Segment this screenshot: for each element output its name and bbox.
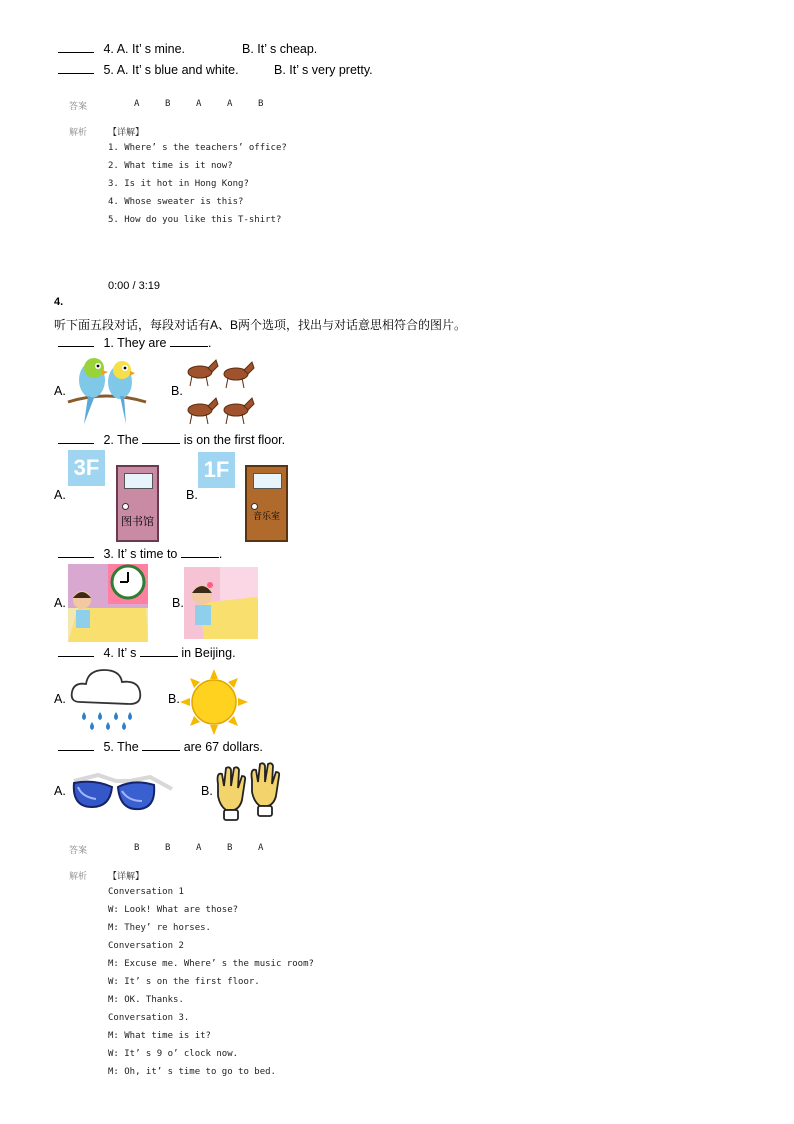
question-text: are 67 dollars.: [183, 740, 263, 754]
option-a-label: A.: [54, 384, 66, 398]
analysis-line: W: Look! What are those?: [108, 905, 239, 915]
option-a: A. It’ s blue and white.: [116, 63, 239, 77]
answer-blank[interactable]: [58, 443, 94, 444]
analysis-line: Conversation 1: [108, 887, 184, 897]
question-text: It’ s: [117, 646, 137, 660]
option-a-label: A.: [54, 692, 66, 706]
question-1-row: [58, 336, 211, 350]
question-text: .: [208, 336, 212, 350]
analysis-line: M: OK. Thanks.: [108, 995, 184, 1005]
answer-values: [134, 843, 289, 853]
option-b-label: B.: [172, 596, 184, 610]
question-text: The: [117, 433, 139, 447]
answer-blank[interactable]: [58, 656, 94, 657]
inline-blank: [142, 750, 180, 751]
question-4-option-b: B. It’ s cheap.: [242, 42, 318, 56]
analysis-line: Conversation 3.: [108, 1013, 190, 1023]
answer-blank[interactable]: [58, 52, 94, 53]
answer-value: B: [165, 843, 171, 853]
analysis-line: M: What time is it?: [108, 1031, 211, 1041]
inline-blank: [140, 656, 178, 657]
analysis-line: M: Oh, it’ s time to go to bed.: [108, 1067, 276, 1077]
question-5-option-b: B. It’ s very pretty.: [274, 63, 373, 77]
inline-blank: [142, 443, 180, 444]
question-number: 4.: [103, 42, 114, 56]
analysis-line: 2. What time is it now?: [108, 161, 233, 171]
option-b-label: B.: [171, 384, 183, 398]
answer-value: B: [258, 99, 264, 109]
analysis-line: Conversation 2: [108, 941, 184, 951]
analysis-line: W: It’ s on the first floor.: [108, 977, 260, 987]
answer-values: [134, 99, 289, 109]
music-room-door-icon[interactable]: [245, 465, 288, 542]
answer-value: A: [196, 843, 202, 853]
analysis-line: M: Excuse me. Where’ s the music room?: [108, 959, 314, 969]
inline-blank: [181, 557, 219, 558]
option-b-label: B.: [168, 692, 180, 706]
library-door-icon[interactable]: [116, 465, 159, 542]
question-number: 3.: [103, 547, 114, 561]
horses-icon[interactable]: [184, 354, 258, 428]
analysis-line: 4. Whose sweater is this?: [108, 197, 244, 207]
question-5-row: [58, 63, 239, 77]
gloves-icon[interactable]: [214, 760, 286, 824]
answer-blank[interactable]: [58, 557, 94, 558]
analysis-line: M: They’ re horses.: [108, 923, 211, 933]
audio-time[interactable]: 0:00 / 3:19: [108, 280, 160, 292]
option-a-label: A.: [54, 488, 66, 502]
question-text: The: [117, 740, 139, 754]
bedtime-clock-icon[interactable]: [68, 564, 148, 642]
question-text: in Beijing.: [181, 646, 236, 660]
option-a-label: A.: [54, 784, 66, 798]
sunglasses-icon[interactable]: [70, 767, 174, 815]
floor-sign-1f: 1F: [198, 452, 235, 488]
door-label: 音乐室: [252, 511, 280, 521]
question-number: 5.: [103, 740, 114, 754]
answer-value: B: [165, 99, 171, 109]
answer-value: A: [258, 843, 264, 853]
answer-label: 答案: [69, 102, 88, 112]
analysis-line: 5. How do you like this T-shirt?: [108, 215, 282, 225]
parrots-icon[interactable]: [66, 352, 148, 428]
analysis-line: 1. Where’ s the teachers’ office?: [108, 143, 287, 153]
analysis-label: 解析: [69, 128, 88, 138]
question-text: .: [218, 547, 223, 561]
analysis-line: 3. Is it hot in Hong Kong?: [108, 179, 249, 189]
analysis-heading: 【详解】: [108, 128, 145, 138]
answer-blank[interactable]: [58, 73, 94, 74]
girl-in-bed-icon[interactable]: [184, 567, 258, 639]
analysis-heading: 【详解】: [108, 872, 145, 882]
answer-value: B: [134, 843, 140, 853]
question-5b-row: [58, 740, 263, 754]
inline-blank: [170, 346, 208, 347]
analysis-label: 解析: [69, 872, 88, 882]
answer-blank[interactable]: [58, 750, 94, 751]
answer-value: A: [227, 99, 233, 109]
question-number: 4.: [103, 646, 114, 660]
answer-blank[interactable]: [58, 346, 94, 347]
question-4-row: [58, 42, 185, 56]
rain-cloud-icon[interactable]: [70, 662, 142, 734]
question-text: They are: [117, 336, 167, 350]
answer-label: 答案: [69, 846, 88, 856]
floor-sign-3f: 3F: [68, 450, 105, 486]
answer-value: A: [196, 99, 202, 109]
question-text: It’ s time to: [117, 547, 178, 561]
question-text: is on the first floor.: [183, 433, 286, 447]
question-2-row: [58, 433, 285, 447]
answer-value: A: [134, 99, 140, 109]
section-instruction: 听下面五段对话，每段对话有A、B两个选项，找出与对话意思相符合的图片。: [54, 318, 467, 332]
question-number: 2.: [103, 433, 114, 447]
door-label: 图书馆: [121, 516, 154, 528]
question-3-row: [58, 547, 222, 561]
question-4b-row: [58, 646, 236, 660]
answer-value: B: [227, 843, 233, 853]
option-b-label: B.: [201, 784, 213, 798]
question-number: 5.: [103, 63, 114, 77]
option-a: A. It’ s mine.: [116, 42, 186, 56]
question-number: 1.: [103, 336, 114, 350]
section-number: 4.: [54, 296, 64, 308]
option-a-label: A.: [54, 596, 66, 610]
sun-icon[interactable]: [180, 669, 248, 735]
analysis-line: W: It’ s 9 o’ clock now.: [108, 1049, 239, 1059]
option-b-label: B.: [186, 488, 198, 502]
